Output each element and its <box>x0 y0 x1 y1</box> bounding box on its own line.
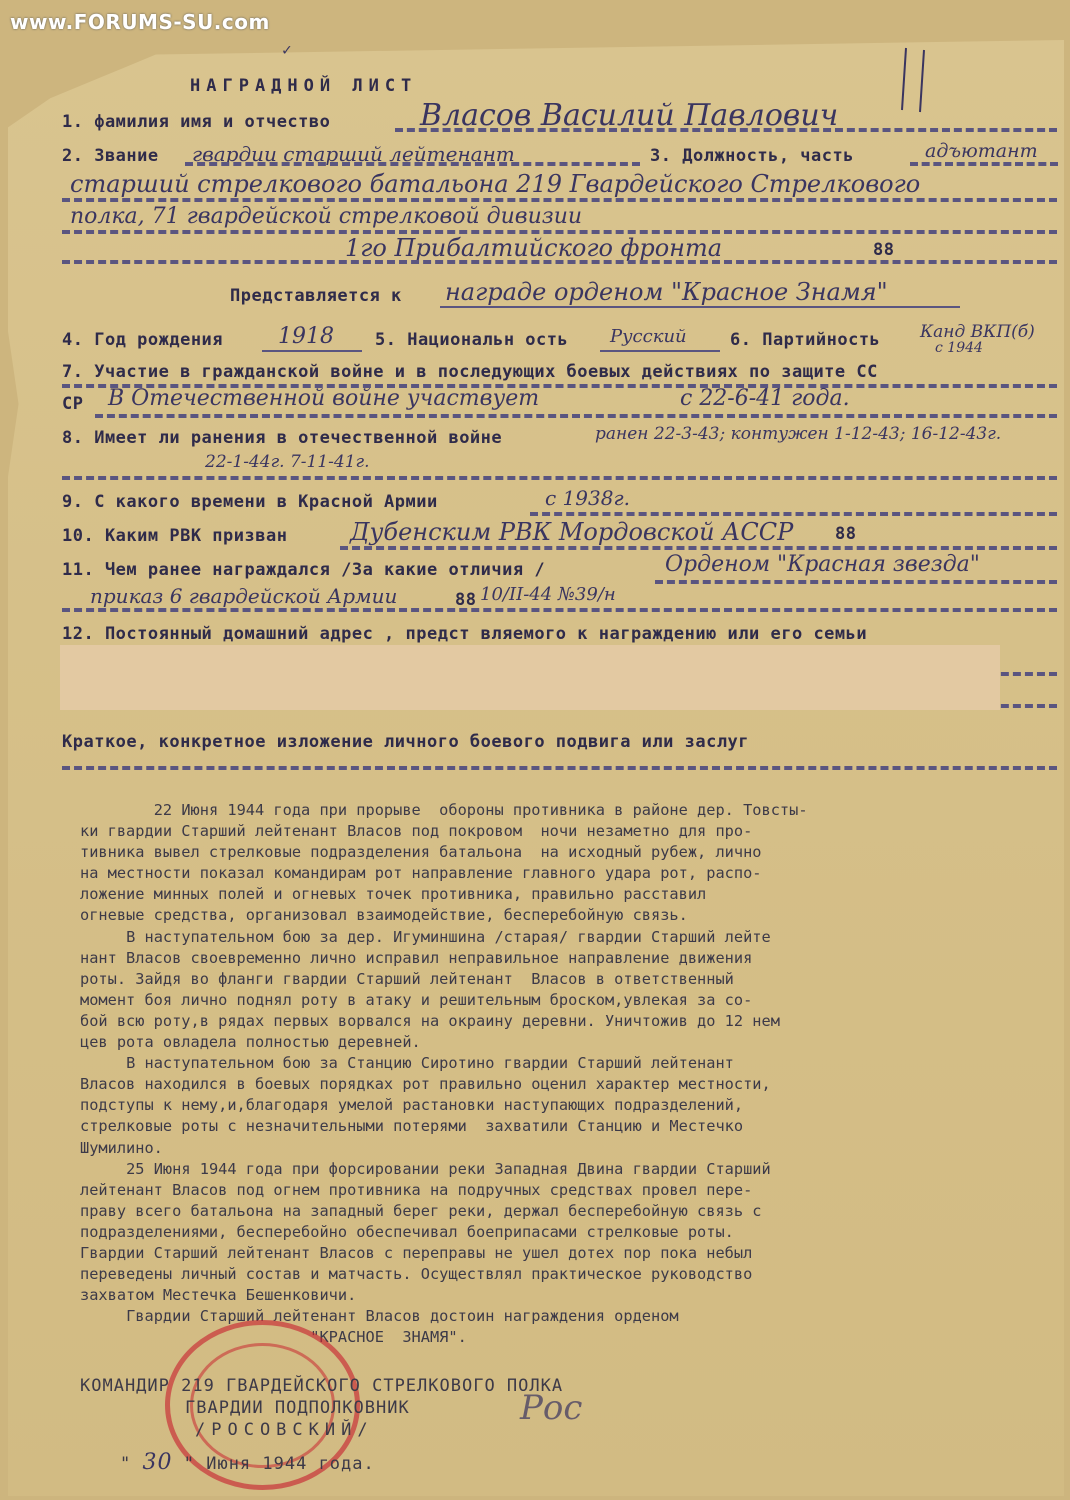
narrative-line: тивника вывел стрелковые подразделения батальона на исходный рубеж, лично <box>80 843 762 862</box>
field-7-value-b: с 22-6-41 года. <box>680 386 850 411</box>
check-mark-icon: ✓ <box>282 40 292 59</box>
rule-7 <box>440 306 960 308</box>
narrative-line: Власов находился в боевых порядках рот правильно оценил характер местности, <box>80 1075 771 1094</box>
narrative-line: Шумилино. <box>80 1138 163 1157</box>
field-8-value: ранен 22-3-43; контужен 1-12-43; 16-12-43г. <box>595 424 1002 444</box>
rule-12 <box>62 476 1057 480</box>
narrative-line: Гвардии Старший лейтенант Власов достоин награждения орденом <box>80 1307 679 1326</box>
field-1-value: Власов Василий Павлович <box>420 98 839 133</box>
date-day: 30 <box>142 1450 173 1475</box>
field-10-code: 88 <box>835 524 857 544</box>
narrative-line: В наступательном бою за Станцию Сиротино гвардии Старший лейтенант <box>80 1054 734 1073</box>
field-7-label-b: СР <box>62 394 84 414</box>
rule-6 <box>62 260 1057 264</box>
field-3-value-d: 1го Прибалтийского фронта <box>345 234 723 262</box>
field-12-label: 12. Постоянный домашний адрес , предст вляемого к награждению или его семьи <box>62 624 868 644</box>
rule-2 <box>185 162 640 166</box>
margin-pencil-mark-icon <box>898 46 938 116</box>
field-3-value-a: адъютант <box>925 140 1038 162</box>
narrative-line: подразделениями, бесперебойно обеспечивал боеприпасами стрелковые роты. <box>80 1222 734 1241</box>
rule-16 <box>62 608 1057 612</box>
narrative-text <box>80 800 1055 1348</box>
field-5-label: 5. Национальн ость <box>375 330 569 350</box>
narrative-line: 22 Июня 1944 года при прорыве обороны противника в районе дер. Товсты- <box>80 801 808 819</box>
rule-11 <box>95 414 1057 418</box>
field-4-value: 1918 <box>278 324 334 349</box>
handwritten-signature: Рос <box>520 1388 583 1428</box>
field-3-label: 3. Должность, часть <box>650 146 854 166</box>
field-11-value-b: приказ 6 гвардейской Армии <box>90 584 398 608</box>
field-10-label: 10. Каким РВК призван <box>62 526 288 546</box>
narrative-line: нант Власов своевременно лично исправил неправильное направление движения <box>80 948 753 967</box>
narrative-line: В наступательном бою за дер. Игуминшина /старая/ гвардии Старший лейте <box>80 927 771 946</box>
nominated-value: награде орденом "Красное Знамя" <box>445 278 888 306</box>
field-11-value: Орденом "Красная звезда" <box>665 552 980 577</box>
field-9-value: с 1938г. <box>545 486 630 510</box>
document-title: НАГРАДНОЙ ЛИСТ <box>190 76 418 96</box>
narrative-line: цев рота овладела полностью деревней. <box>80 1033 421 1052</box>
narrative-line: праву всего батальона на западный берег реки, держал бесперебойную связь с <box>80 1201 762 1220</box>
date-suffix: " Июня 1944 года. <box>183 1454 375 1474</box>
rule-1 <box>395 128 1057 132</box>
rule-4 <box>62 198 1057 202</box>
field-9-label: 9. С какого времени в Красной Армии <box>62 492 438 512</box>
narrative-line: на местности показал командирам рот направление главного удара рот, распо- <box>80 864 762 883</box>
field-1-label: 1. фамилия имя и отчество <box>62 112 331 132</box>
summary-heading: Краткое, конкретное изложение личного боевого подвига или заслуг <box>62 732 750 752</box>
field-11-code: 88 <box>455 590 477 610</box>
narrative-line: момент боя лично поднял роту в атаку и решительным броском,увлекая за со- <box>80 990 753 1009</box>
narrative-line: огневые средства, организовал взаимодействие, бесперебойную связь. <box>80 906 688 925</box>
narrative-line: роты. Зайдя во фланги гвардии Старший лейтенант Власов в ответственный <box>80 969 734 988</box>
nominated-label: Представляется к <box>230 286 402 306</box>
field-6-label: 6. Партийность <box>730 330 881 350</box>
date-line <box>120 1450 375 1475</box>
narrative-line: стрелковые роты с незначительными потерями захватили Станцию и Местечко <box>80 1117 744 1136</box>
field-11-label: 11. Чем ранее награждался /За какие отличия / <box>62 560 546 580</box>
rule-13 <box>530 512 1057 516</box>
rule-9 <box>600 350 720 352</box>
field-3-code: 88 <box>873 240 895 260</box>
field-7-label: 7. Участие в гражданской войне и в последующих боевых действиях по защите СС <box>62 362 878 382</box>
field-4-label: 4. Год рождения <box>62 330 224 350</box>
rule-14 <box>340 546 1057 550</box>
rule-19 <box>62 766 1057 770</box>
rule-15 <box>655 580 1057 584</box>
site-watermark: www.FORUMS-SU.com <box>10 10 270 34</box>
signature-rank: ГВАРДИИ ПОДПОЛКОВНИК <box>185 1398 410 1418</box>
narrative-line: захватом Местечка Бешенковичи. <box>80 1286 357 1305</box>
narrative-line: 25 Июня 1944 года при форсировании реки Западная Двина гвардии Старший <box>80 1159 771 1178</box>
field-3-value-b: старший стрелкового батальона 219 Гвардейского Стрелкового <box>70 170 921 198</box>
field-6-value-b: с 1944 <box>935 340 983 356</box>
field-3-value-c: полка, 71 гвардейской стрелковой дивизии <box>70 204 583 229</box>
field-11-value-c: 10/II-44 №39/н <box>480 584 616 605</box>
field-6-value: Канд ВКП(б) <box>920 322 1035 342</box>
signature-name: /РОСОВСКИЙ/ <box>195 1420 374 1440</box>
narrative-line: переведены личный состав и матчасть. Осуществлял практическое руководство <box>80 1265 753 1284</box>
narrative-line: ложение минных полей и огневых точек противника, правильно расставил <box>80 885 707 904</box>
field-8-value-b: 22-1-44г. 7-11-41г. <box>205 452 370 472</box>
narrative-line: "КРАСНОЕ ЗНАМЯ". <box>80 1328 467 1347</box>
field-8-label: 8. Имеет ли ранения в отечественной войне <box>62 428 503 448</box>
field-2-value: гвардии старший лейтенант <box>192 142 515 166</box>
field-5-value: Русский <box>610 326 687 347</box>
narrative-line: лейтенант Власов под огнем противника на подручных средствах провел пере- <box>80 1180 753 1199</box>
redacted-address <box>60 645 1000 710</box>
field-10-value: Дубенским РВК Мордовской АССР <box>350 518 794 546</box>
signature-position: КОМАНДИР 219 ГВАРДЕЙСКОГО СТРЕЛКОВОГО ПОЛКА <box>80 1376 564 1396</box>
rule-8 <box>262 350 362 352</box>
narrative-line: бой всю роту,в рядах первых ворвался на окраину деревни. Уничтожив до 12 нем <box>80 1011 780 1030</box>
field-7-value: В Отечественной войне участвует <box>108 386 540 411</box>
rule-3 <box>910 162 1058 166</box>
narrative-line: подступы к нему,и,благодаря умелой растановки наступающих подразделений, <box>80 1096 744 1115</box>
narrative-line: ки гвардии Старший лейтенант Власов под покровом ночи незаметно для про- <box>80 822 753 841</box>
field-2-label: 2. Звание <box>62 146 159 166</box>
date-prefix: " <box>120 1454 132 1474</box>
narrative-line: Гвардии Старший лейтенант Власов с переправы не ушел дотех пор пока небыл <box>80 1243 753 1262</box>
